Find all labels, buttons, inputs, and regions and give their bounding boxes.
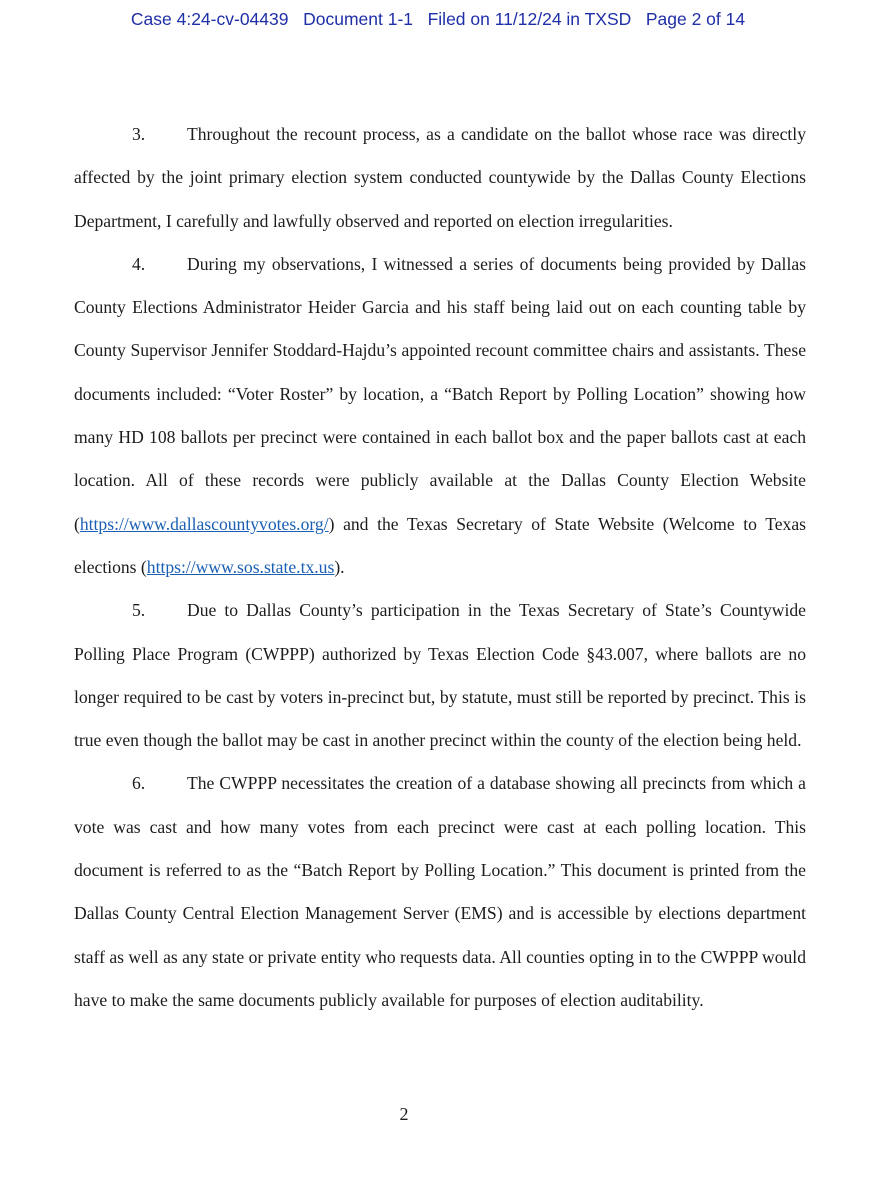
paragraph-text: Throughout the recount process, as a candidate on the ballot whose race was directly affected by the joint primary election system conducted countywide by the Dallas County Elections Department, I carefully and lawfully observed and reported on election irregularities. [74,124,806,231]
paragraph-number: 6. [132,773,146,794]
paragraph-6 [74,762,806,1022]
paragraph-text: ) and the Texas Secretary of State Website (Welcome to Texas elections ( [74,513,806,577]
paragraph-5 [74,589,806,762]
paragraph-4 [74,243,806,589]
dallas-county-votes-link[interactable]: https://www.dallascountyvotes.org/ [79,513,329,534]
paragraph-text: ). [334,556,345,577]
paragraph-number: 3. [132,124,146,144]
page-count: Page 2 of 14 [645,9,746,29]
court-filing-header [0,9,876,30]
document-body [74,113,806,1022]
paragraph-text: The CWPPP necessitates the creation of a database showing all precincts from which a vote was cast and how many votes from each precinct were cast at each polling location. This document is referred to as the “Batch Report by Polling Location.” This document is printed from the Dallas County Central Election Management Server (EMS) and is accessible by elections department staff as well as any state or private entity who requests data. All counties opting in to the CWPPP would have to make the same documents publicly available for purposes of election auditability. [74,773,806,1010]
paragraph-number: 4. [132,253,146,274]
paragraph-text: Due to Dallas County’s participation in the Texas Secretary of State’s Countywide Polling Place Program (CWPPP) authorized by Texas Election Code §43.007, where ballots are no longer required to be cast by voters in-precinct but, by statute, must still be reported by precinct. This is true even though the ballot may be cast in another precinct within the county of the election being held. [74,600,806,751]
filed-date: Filed on 11/12/24 in TXSD [427,9,632,29]
paragraph-3 [74,113,806,243]
document-number: Document 1-1 [303,9,414,29]
paragraph-text: During my observations, I witnessed a series of documents being provided by Dallas County Elections Administrator Heider Garcia and his staff being laid out on each counting table by County Supervisor Jennifer Stoddard-Hajdu’s appointed recount committee chairs and assistants. These documents included: “Voter Roster” by location, a “Batch Report by Polling Location” showing how many HD 108 ballots per precinct were contained in each ballot box and the paper ballots cast at each location. All of these records were publicly available at the Dallas County Election Website ( [74,253,806,534]
sos-texas-link[interactable]: https://www.sos.state.tx.us [146,556,335,577]
paragraph-number: 5. [132,600,146,621]
case-number: Case 4:24-cv-04439 [130,9,289,29]
page-number: 2 [399,1104,409,1124]
